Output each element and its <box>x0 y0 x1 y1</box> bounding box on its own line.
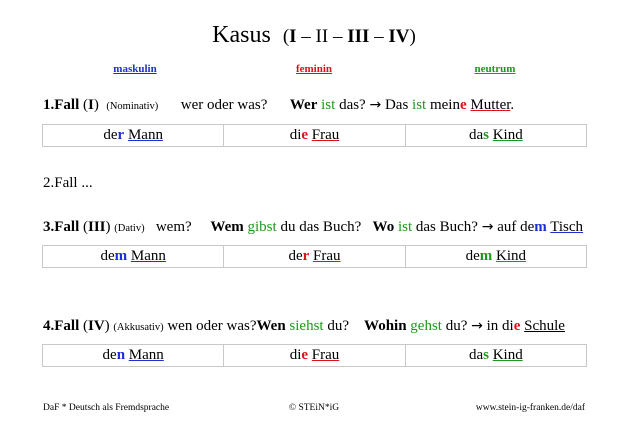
cell-maskulin: dem Mann <box>43 246 224 268</box>
cell-feminin: die Frau <box>224 345 405 367</box>
fall1-line: 1.Fall (I) (Nominativ) wer oder was? Wer ist das? → Das ist meine Mutter. <box>43 97 515 113</box>
cell-neutrum: das Kind <box>405 125 586 147</box>
cell-maskulin: der Mann <box>43 125 224 147</box>
fall1-table <box>42 124 587 147</box>
cell-maskulin: den Mann <box>43 345 224 367</box>
table-row <box>43 125 587 147</box>
footer-left: DaF * Deutsch als Fremdsprache <box>43 403 170 413</box>
footer-link[interactable]: www.stein-ig-franken.de/daf <box>475 403 585 413</box>
arrow-icon: → <box>369 97 382 113</box>
cell-neutrum: dem Kind <box>405 246 586 268</box>
table-row <box>43 246 587 268</box>
fall3-line: 3.Fall (III) (Dativ) wem? Wem gibst du das Buch? Wo ist das Buch? → auf dem Tisch <box>43 219 584 235</box>
cell-feminin: der Frau <box>224 246 405 268</box>
fall4-line: 4.Fall (IV) (Akkusativ) wen oder was?Wen siehst du? Wohin gehst du? → in die Schule <box>43 318 565 334</box>
header-neutrum: neutrum <box>474 63 516 75</box>
header-maskulin: maskulin <box>113 63 157 75</box>
arrow-icon: → <box>481 219 494 235</box>
fall4-table <box>42 344 587 367</box>
arrow-icon: → <box>471 318 483 334</box>
footer-copyright: © STEiN*iG <box>288 403 340 413</box>
cell-feminin: die Frau <box>224 125 405 147</box>
fall3-table <box>42 245 587 268</box>
table-row <box>43 345 587 367</box>
fall2-line: 2.Fall ... <box>43 175 93 191</box>
page-title: Kasus (I – II – III – IV) <box>212 22 416 48</box>
header-feminin: feminin <box>295 63 333 75</box>
cell-neutrum: das Kind <box>405 345 586 367</box>
